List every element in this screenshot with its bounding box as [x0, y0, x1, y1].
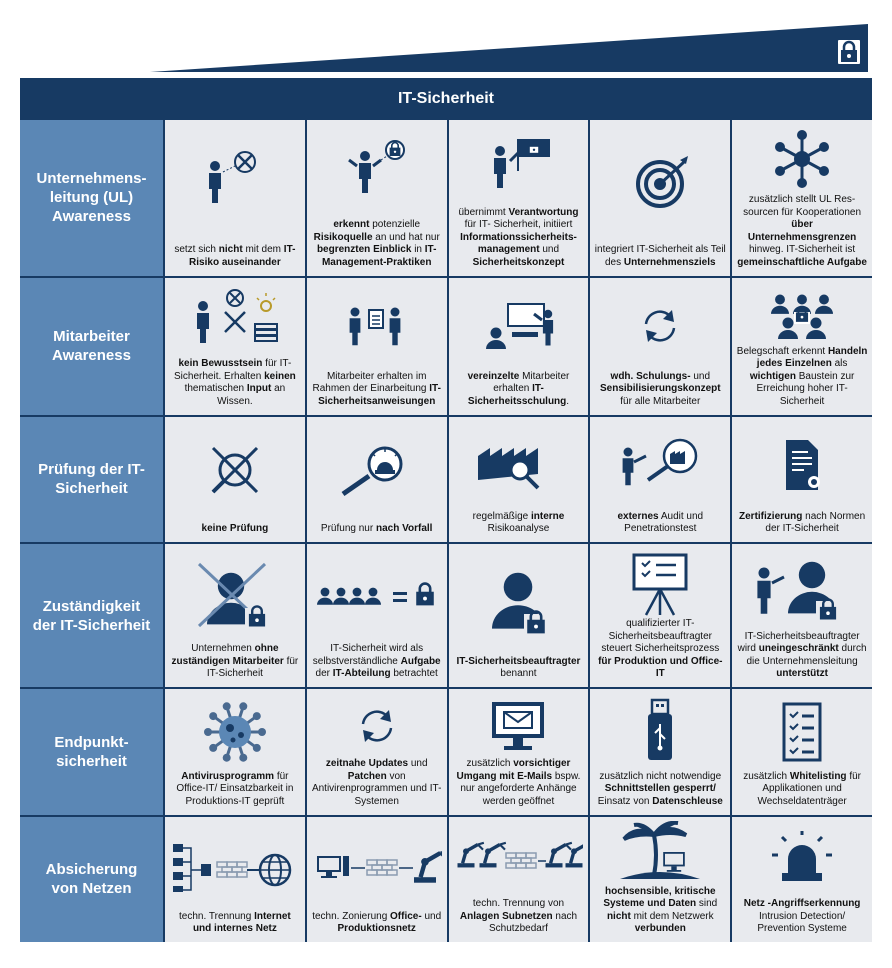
matrix-cell	[307, 544, 447, 687]
row-header: Endpunkt- sicherheit	[20, 689, 163, 815]
virus-icon	[169, 693, 301, 771]
cell-text: qualifizierter IT-Sicherheitsbeauftragter steuert Sicherheitsprozess für Produktion und Office-IT	[598, 618, 723, 680]
alarm-light-icon	[736, 821, 868, 899]
matrix-cell	[590, 817, 730, 943]
person-no-knowledge-icon	[169, 282, 301, 359]
island-computer-icon	[594, 821, 726, 886]
cell-text: setzt sich nicht mit dem IT- Risiko auseinander	[174, 244, 296, 268]
certificate-icon	[736, 421, 868, 511]
cell-text: IT-Sicherheitsbeauftragter wird uneingeschränkt durch die Unternehmensleitung unterstützt	[737, 630, 867, 680]
matrix-cell	[732, 120, 872, 276]
matrix-cell	[307, 278, 447, 415]
cell-text: zusätzlich Whitelisting für Applikationen und Wechseldatenträger	[743, 770, 861, 807]
security-officer-icon	[453, 548, 585, 656]
matrix-cell	[449, 689, 589, 815]
matrix-cell	[590, 544, 730, 687]
row-header: Mitarbeiter Awareness	[20, 278, 163, 415]
matrix-cell	[165, 278, 305, 415]
cell-text: Mitarbeiter erhalten im Rahmen der Einarbeitung IT-Sicherheitsanweisungen	[312, 370, 441, 407]
target-icon	[594, 124, 726, 244]
cell-text: Prüfung nur nach Vorfall	[320, 523, 433, 535]
cell-text: techn. Trennung Internet und internes Netz	[179, 910, 291, 935]
row-header: Prüfung der IT- Sicherheit	[20, 417, 163, 543]
cell-text: Unternehmen ohne zuständigen Mitarbeiter für IT-Sicherheit	[171, 643, 299, 680]
checklist-icon	[736, 693, 868, 771]
no-inspection-icon	[169, 421, 301, 524]
page-title: IT-Sicherheit	[20, 78, 872, 120]
supported-officer-icon	[736, 548, 868, 631]
cell-text: übernimmt Verantwortung für IT- Sicherheit, initiiert Informationssicherheits-management und Sicherheitskonzept	[458, 206, 579, 268]
matrix-cell	[307, 417, 447, 543]
matrix-cell	[307, 817, 447, 943]
cell-text: Belegschaft erkennt Handeln jedes Einzelnen als wichtigen Baustein zur Erreichung hoher IT-Sicherheit	[736, 345, 868, 407]
cell-text: vereinzelte Mitarbeiter erhalten IT-Sicherheitsschulung.	[467, 370, 570, 407]
cell-text: erkennt potenzielle Risikoquelle an und hat nur begrenzten Einblick in IT-Management-Praktiken	[313, 219, 440, 268]
matrix-cell	[732, 689, 872, 815]
robots-firewall-icon	[453, 821, 585, 899]
cell-text: Netz -Angriffserkennung Intrusion Detection/ Prevention Systeme	[743, 898, 861, 935]
presentation-checklist-icon	[594, 548, 726, 618]
person-audit-factory-icon	[594, 421, 726, 511]
usb-stick-icon	[594, 693, 726, 771]
department-equals-lock-icon	[311, 548, 443, 643]
factory-magnifier-icon	[453, 421, 585, 511]
cell-text: IT-Sicherheit wird als selbstverständliche Aufgabe der IT-Abteilung betrachtet	[312, 643, 441, 680]
matrix-cell	[165, 817, 305, 943]
cell-text: regelmäßige interne Risikoanalyse	[472, 510, 565, 535]
cell-text: techn. Zonierung Office- und Produktionsnetz	[312, 910, 442, 935]
cell-text: zeitnahe Updates und Patchen von Antivirenprogrammen und IT-Systemen	[311, 758, 442, 807]
matrix-cell	[732, 417, 872, 543]
person-no-risk-icon	[169, 124, 301, 244]
refresh-icon	[311, 693, 443, 758]
matrix-cell	[165, 689, 305, 815]
maturity-matrix	[20, 120, 872, 942]
matrix-cell	[732, 544, 872, 687]
office-firewall-robot-icon	[311, 821, 443, 911]
cell-text: externes Audit und Penetrationstest	[617, 510, 704, 535]
matrix-cell	[449, 417, 589, 543]
matrix-cell	[449, 544, 589, 687]
row-header: Zuständigkeit der IT-Sicherheit	[20, 544, 163, 687]
lock-icon	[836, 38, 862, 66]
person-flag-lock-icon	[453, 124, 585, 207]
matrix-cell	[449, 817, 589, 943]
magnifier-alarm-icon	[311, 421, 443, 524]
header-wedge-decoration	[0, 0, 892, 80]
cell-text: zusätzlich stellt UL Res-sourcen für Kooperationen über Unternehmensgrenzen hinweg. IT-Sicherheit ist gemeinschaftliche Aufgabe	[737, 194, 867, 268]
matrix-cell	[590, 120, 730, 276]
row-header: Unternehmens- leitung (UL) Awareness	[20, 120, 163, 276]
matrix-cell	[307, 120, 447, 276]
cell-text: keine Prüfung	[201, 523, 269, 535]
matrix-cell	[590, 278, 730, 415]
matrix-cell	[732, 817, 872, 943]
cell-text: wdh. Schulungs- und Sensibilisierungskonzept für alle Mitarbeiter	[599, 370, 721, 407]
matrix-cell	[590, 417, 730, 543]
matrix-cell	[307, 689, 447, 815]
cell-text: techn. Trennung von Anlagen Subnetzen nach Schutzbedarf	[459, 898, 578, 935]
training-board-icon	[453, 282, 585, 371]
cell-text: hochsensible, kritische Systeme und Daten sind nicht mit dem Netzwerk verbunden	[603, 885, 718, 935]
cell-text: IT-Sicherheitsbeauftragter benannt	[456, 655, 581, 680]
refresh-icon	[594, 282, 726, 371]
cell-text: zusätzlich vorsichtiger Umgang mit E-Mails bspw. nur angeforderte Anhänge werden geöffnet	[456, 758, 581, 807]
group-lock-icon	[736, 282, 868, 346]
matrix-cell	[165, 417, 305, 543]
matrix-cell	[732, 278, 872, 415]
cell-text: kein Bewusstsein für IT-Sicherheit. Erhalten keinen thematischen Input an Wissen.	[174, 358, 296, 407]
network-hub-icon	[736, 124, 868, 194]
no-responsible-person-icon	[169, 548, 301, 643]
network-firewall-globe-icon	[169, 821, 301, 911]
monitor-mail-icon	[453, 693, 585, 758]
matrix-cell	[590, 689, 730, 815]
person-risk-lock-icon	[311, 124, 443, 219]
matrix-cell	[449, 278, 589, 415]
people-document-icon	[311, 282, 443, 371]
cell-text: integriert IT-Sicherheit als Teil des Unternehmensziels	[594, 244, 726, 268]
row-header: Absicherung von Netzen	[20, 817, 163, 943]
matrix-cell	[449, 120, 589, 276]
matrix-cell	[165, 544, 305, 687]
cell-text: Zertifizierung nach Normen der IT-Sicherheit	[739, 510, 866, 535]
cell-text: zusätzlich nicht notwendige Schnittstellen gesperrt/ Einsatz von Datenschleuse	[597, 770, 723, 807]
cell-text: Antivirusprogramm für Office-IT/ Einsatzbarkeit in Produktions-IT geprüft	[176, 770, 294, 807]
matrix-cell	[165, 120, 305, 276]
